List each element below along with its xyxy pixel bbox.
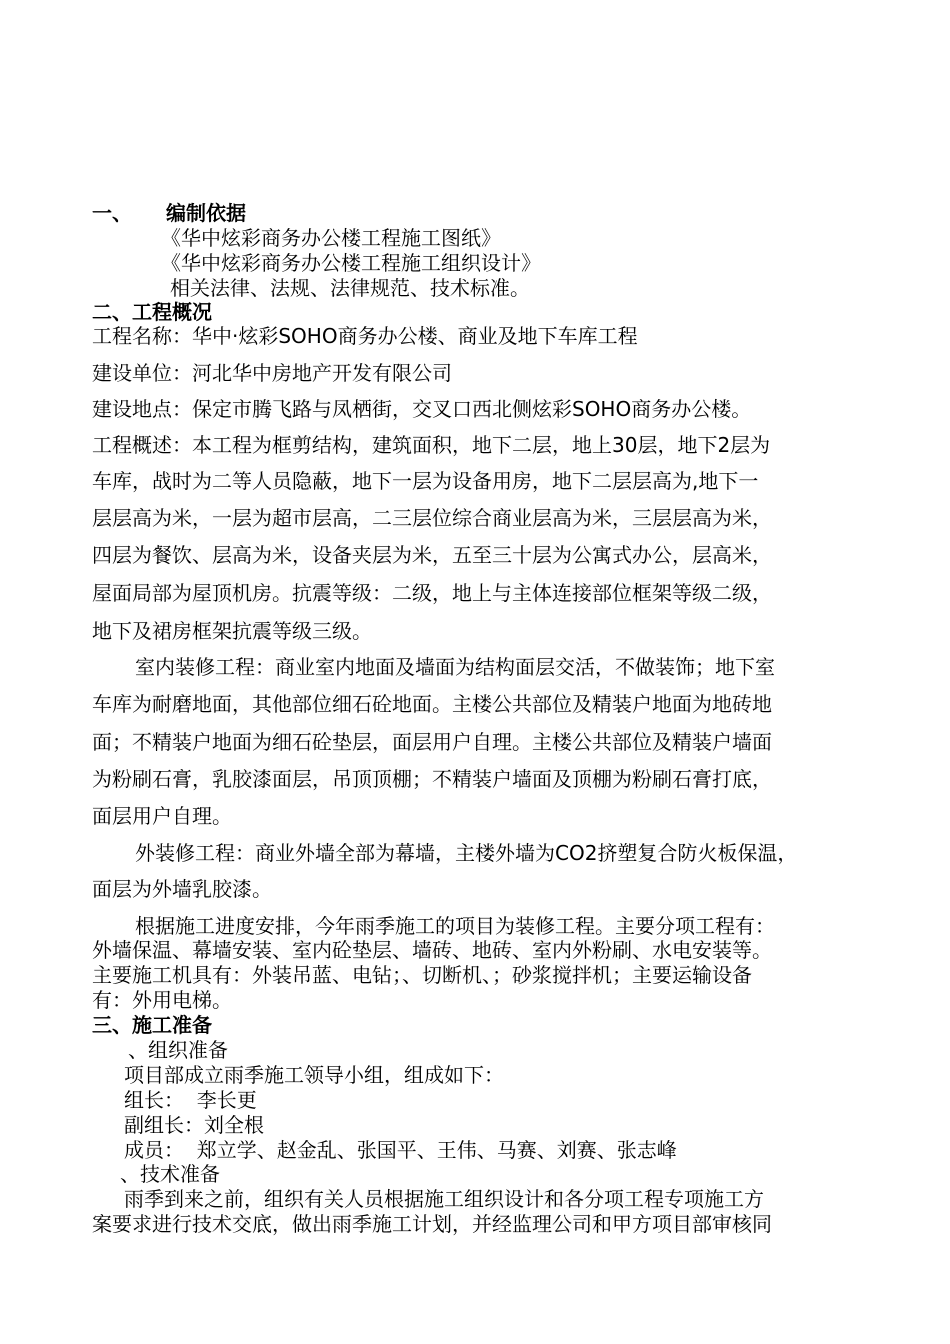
body-line: 工程名称：华中·炫彩SOHO商务办公楼、商业及地下车库工程: [92, 324, 638, 348]
team-leader: 组长： 李长更: [124, 1088, 257, 1112]
section-title: 编制依据: [166, 201, 246, 225]
body-line: 面层为外墙乳胶漆。: [92, 877, 272, 901]
reference-item: 《华中炫彩商务办公楼工程施工组织设计》: [161, 251, 541, 275]
reference-item: 相关法律、法规、法律规范、技术标准。: [170, 276, 530, 300]
sub-heading: 、组织准备: [128, 1038, 228, 1062]
section-number: 一、: [92, 201, 132, 225]
deputy-leader: 副组长：刘全根: [124, 1113, 264, 1137]
body-line: 有：外用电梯。: [92, 988, 232, 1012]
team-members: 成员： 郑立学、赵金乱、张国平、王伟、马赛、刘赛、张志峰: [124, 1138, 677, 1162]
body-line: 地下及裙房框架抗震等级三级。: [92, 619, 372, 643]
body-line: 外墙保温、幕墙安装、室内砼垫层、墙砖、地砖、室内外粉刷、水电安装等。: [92, 938, 772, 962]
body-line: 面；不精装户地面为细石砼垫层，面层用户自理。主楼公共部位及精装户墙面: [92, 730, 772, 754]
body-line: 四层为餐饮、层高为米，设备夹层为米，五至三十层为公寓式办公，层高米，: [92, 543, 772, 567]
sub-heading: 、技术准备: [120, 1162, 220, 1186]
body-line: 工程概述：本工程为框剪结构，建筑面积，地下二层，地上30层，地下2层为: [92, 433, 771, 457]
body-line: 项目部成立雨季施工领导小组，组成如下：: [124, 1063, 504, 1087]
body-line: 案要求进行技术交底，做出雨季施工计划，并经监理公司和甲方项目部审核同: [92, 1212, 772, 1236]
body-line: 面层用户自理。: [92, 804, 232, 828]
body-line: 层层高为米，一层为超市层高，二三层位综合商业层高为米，三层层高为米，: [92, 506, 772, 530]
section-heading: 三、施工准备: [92, 1013, 212, 1037]
reference-item: 《华中炫彩商务办公楼工程施工图纸》: [161, 226, 501, 250]
body-line: 外装修工程：商业外墙全部为幕墙，主楼外墙为CO2挤塑复合防火板保温，: [135, 841, 798, 865]
body-line: 为粉刷石膏，乳胶漆面层，吊顶顶棚；不精装户墙面及顶棚为粉刷石膏打底，: [92, 767, 772, 791]
section-heading: 二、工程概况: [92, 300, 212, 324]
body-line: 雨季到来之前，组织有关人员根据施工组织设计和各分项工程专项施工方: [124, 1187, 764, 1211]
body-line: 室内装修工程：商业室内地面及墙面为结构面层交活，不做装饰；地下室: [135, 655, 775, 679]
body-line: 主要施工机具有：外装吊蓝、电钻；、切断机、；砂浆搅拌机；主要运输设备: [92, 963, 752, 987]
body-line: 建设单位：河北华中房地产开发有限公司: [92, 361, 452, 385]
section-heading: [92, 201, 246, 225]
body-line: 车库为耐磨地面，其他部位细石砼地面。主楼公共部位及精装户地面为地砖地: [92, 692, 772, 716]
body-line: 车库，战时为二等人员隐蔽，地下一层为设备用房，地下二层层高为,地下一: [92, 469, 759, 493]
body-line: 建设地点：保定市腾飞路与凤栖街，交叉口西北侧炫彩SOHO商务办公楼。: [92, 397, 752, 421]
body-line: 屋面局部为屋顶机房。抗震等级：二级，地上与主体连接部位框架等级二级，: [92, 581, 772, 605]
body-line: 根据施工进度安排，今年雨季施工的项目为装修工程。主要分项工程有：: [135, 914, 775, 938]
